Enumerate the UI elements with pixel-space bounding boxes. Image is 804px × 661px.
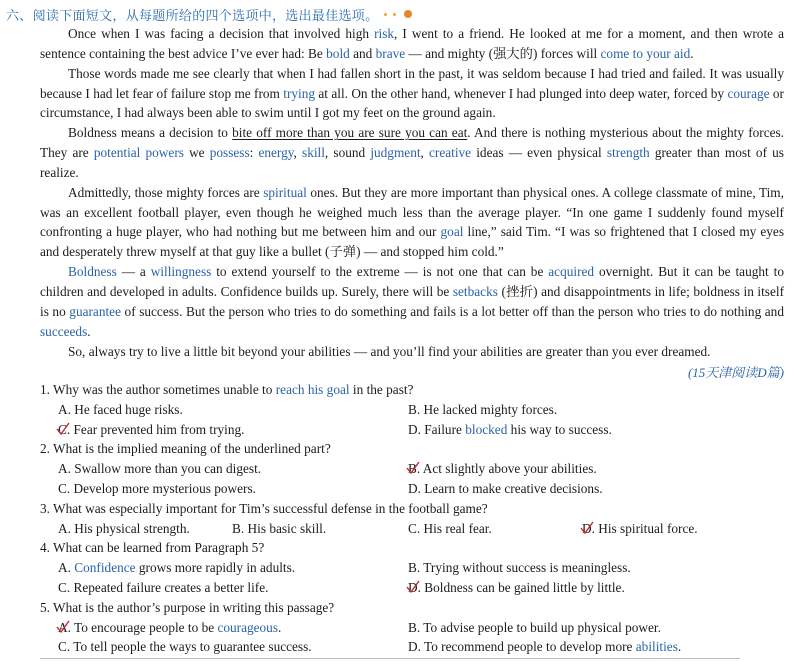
q3-option-c[interactable]: C. His real fear. xyxy=(408,520,492,536)
highlighted-word: courage xyxy=(727,85,770,101)
q1-option-a[interactable]: A. He faced huge risks. xyxy=(58,401,183,417)
q4-option-d[interactable]: D. Boldness can be gained little by little. xyxy=(408,578,625,598)
section-header xyxy=(6,4,418,24)
q2-option-d[interactable]: D. Learn to make creative decisions. xyxy=(408,480,603,496)
question-4-stem: 4. What can be learned from Paragraph 5? xyxy=(40,540,265,556)
highlighted-word: risk xyxy=(374,26,395,41)
question-3-options xyxy=(40,519,800,539)
highlighted-word: come to your aid xyxy=(600,45,691,61)
q2-option-a[interactable]: A. Swallow more than you can digest. xyxy=(58,461,262,477)
underlined-phrase: bite off more than you are sure you can eat xyxy=(232,125,468,141)
highlighted-word: setbacks xyxy=(452,283,498,299)
highlighted-word: energy xyxy=(258,145,294,161)
bottom-divider xyxy=(40,658,740,659)
highlighted-word: potential powers xyxy=(93,145,184,161)
highlighted-word: trying xyxy=(283,85,316,101)
paragraph-6: So, always try to live a little bit beyond your abilities — and you’ll find your abilities are greater than you ever dreamed. xyxy=(68,343,711,359)
q2-option-b[interactable]: B. Act slightly above your abilities. xyxy=(408,459,597,479)
question-5-options-ab xyxy=(40,618,800,638)
q5-option-d[interactable]: D. To recommend people to develop more abilities. xyxy=(408,639,682,655)
question-3-stem: 3. What was especially important for Tim’s successful defense in the football game? xyxy=(40,500,488,516)
q1-option-b[interactable]: B. He lacked mighty forces. xyxy=(408,401,558,417)
q1-option-c[interactable]: C. Fear prevented him from trying. xyxy=(58,420,244,440)
q4-option-a[interactable]: A. Confidence grows more rapidly in adults. xyxy=(58,560,296,576)
q2-option-c[interactable]: C. Develop more mysterious powers. xyxy=(58,480,256,496)
highlighted-word: guarantee xyxy=(69,303,121,319)
highlighted-word: brave xyxy=(375,45,406,61)
question-5-stem: 5. What is the author’s purpose in writing this passage? xyxy=(40,599,335,615)
question-1-stem: 1. Why was the author sometimes unable to reach his goal in the past? xyxy=(40,382,414,397)
paragraph-2: Those words made me see clearly that when I had fallen short in the past, it was seldom because I had tried and failed. It was usually because I had let fear of failure stop me from trying at all. On the other hand, whenever I had plunged into deep water, forced by courage or circumstance, I had always been able to swim until I got my feet on the ground again. xyxy=(40,65,784,121)
q5-option-b[interactable]: B. To advise people to build up physical power. xyxy=(408,619,661,635)
paragraph-3: Boldness means a decision to bite off more than you are sure you can eat. And there is nothing mysterious about the mighty forces. They are potential powers we possess: energy, skill, sound judgment, creative ideas — even physical strength greater than most of us realize. xyxy=(40,125,784,180)
highlighted-word: spiritual xyxy=(263,184,307,200)
question-list xyxy=(40,380,800,657)
highlighted-word: willingness xyxy=(150,264,212,280)
question-2-stem: 2. What is the implied meaning of the underlined part? xyxy=(40,441,331,457)
highlighted-word: possess xyxy=(209,145,250,161)
q3-option-b[interactable]: B. His basic skill. xyxy=(232,520,327,536)
highlighted-word: succeeds xyxy=(40,323,88,339)
reading-passage xyxy=(40,24,784,361)
highlighted-word: acquired xyxy=(548,264,595,280)
q4-option-b[interactable]: B. Trying without success is meaningless. xyxy=(408,560,631,576)
highlighted-word: creative xyxy=(429,145,472,161)
paragraph-4: Admittedly, those mighty forces are spiritual ones. But they are more important than physical ones. A college classmate of mine, Tim, was an excellent football player, even though he weighed much less than the average player. “In one game I suddenly found myself confronting a huge player, who had nothing but me between him and our goal line,” said Tim. “I was so frightened that I closed my eyes and desperately threw myself at that guy like a bullet (子弹) — and stopped him cold.” xyxy=(40,184,785,260)
q3-option-d[interactable]: D. His spiritual force. xyxy=(582,519,698,539)
highlighted-word: goal xyxy=(440,224,464,240)
q5-option-a[interactable]: A. To encourage people to be courageous. xyxy=(58,618,281,638)
paragraph-5: Boldness — a willingness to extend yourself to the extreme — is not one that can be acquired overnight. But it can be taught to children and developed in adults. Confidence builds up. Surely, there will be setbacks (挫折) and disappointments in life; boldness in itself is no guarantee of success. But the person who tries to do something and fails is a lot better off than the person who tries to do nothing and succeeds. xyxy=(40,264,784,339)
question-2-options-ab xyxy=(40,459,800,479)
highlighted-word: skill xyxy=(302,145,325,161)
question-5-options-cd xyxy=(40,637,800,657)
paragraph-1: Once when I was facing a decision that involved high risk, I went to a friend. He looked at me for a moment, and then wrote a sentence containing the best advice I’ve ever had: Be bold and brave — and mighty (强大的) forces will come to your aid. xyxy=(40,26,784,61)
source-note: (15天津阅读D篇) xyxy=(687,365,784,380)
highlighted-word: strength xyxy=(606,145,650,161)
question-4-options-ab xyxy=(40,558,800,578)
highlighted-word: bold xyxy=(326,45,350,61)
highlighted-word: reach his goal xyxy=(275,382,350,397)
question-4-options-cd xyxy=(40,578,800,598)
q5-option-c[interactable]: C. To tell people the ways to guarantee success. xyxy=(58,639,312,655)
question-1-options-ab xyxy=(40,400,800,420)
decorative-dots xyxy=(384,10,418,18)
highlighted-word: judgment xyxy=(370,145,421,161)
section-title: 六、阅读下面短文，从每题所给的四个选项中，选出最佳选项。 xyxy=(6,8,379,24)
q1-option-d[interactable]: D. Failure blocked his way to success. xyxy=(408,421,612,437)
question-1-options-cd xyxy=(40,420,800,440)
q3-option-a[interactable]: A. His physical strength. xyxy=(58,520,190,536)
q4-option-c[interactable]: C. Repeated failure creates a better life. xyxy=(58,579,269,595)
highlighted-word: Boldness xyxy=(68,264,117,280)
question-2-options-cd xyxy=(40,479,800,499)
